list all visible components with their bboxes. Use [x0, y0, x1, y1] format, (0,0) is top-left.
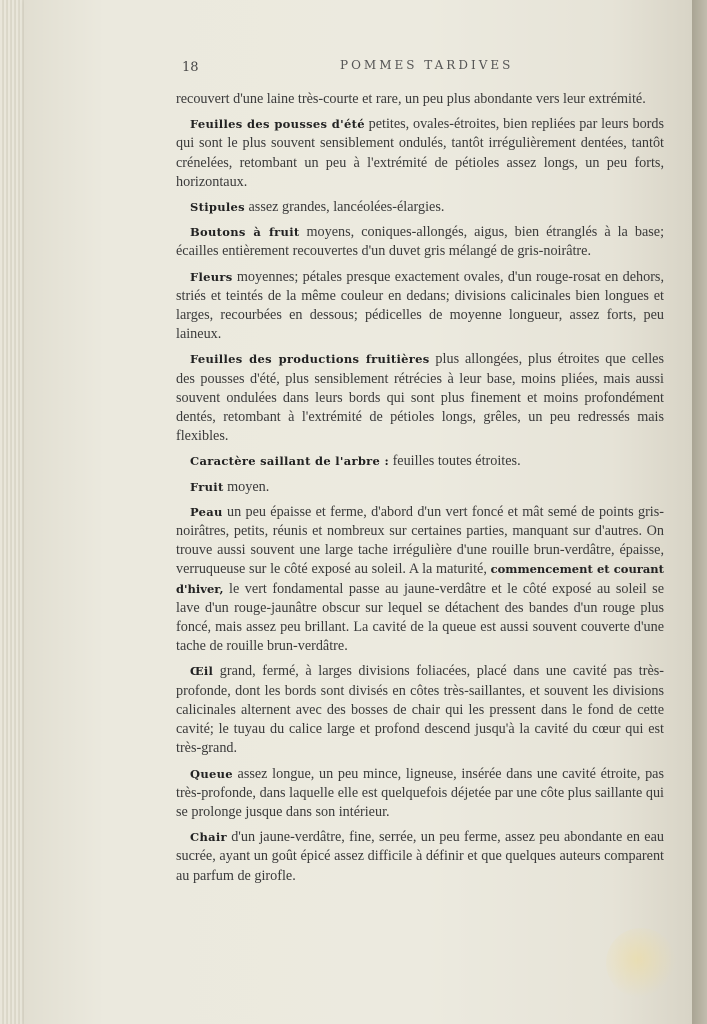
paragraph-term: Œil: [190, 664, 214, 679]
paragraph-text: recouvert d'une laine très-courte et rare, un peu plus abondante vers leur extrémité.: [176, 91, 646, 107]
paragraph-text: moyens, coniques-allongés, aigus, bien étranglés à la base; écailles entièrement recouvertes d'un duvet gris mélangé de gris-noirâtre.: [176, 224, 665, 260]
paragraph-queue: [176, 765, 664, 823]
paragraph-text: moyen.: [223, 478, 270, 495]
paragraph-feuilles-pousses: [176, 115, 664, 192]
page-number: 18: [182, 60, 199, 75]
running-head: POMMES TARDIVES: [340, 58, 514, 72]
page-header: [180, 56, 670, 76]
paragraph-term: Fleurs: [190, 269, 233, 284]
paragraph-fleurs: [176, 268, 664, 345]
paragraph-chair: [176, 828, 664, 886]
paragraph-text: feuilles toutes étroites.: [389, 453, 521, 470]
paragraph-stipules: [176, 198, 664, 217]
paragraph-term: Boutons à fruit: [190, 225, 300, 240]
paragraph-term: Queue: [190, 766, 233, 781]
paragraph-peau: [176, 503, 664, 657]
paragraph-inline-bold: commencement et courant d'hiver,: [176, 562, 664, 596]
paragraph-term: Chair: [190, 830, 227, 845]
paragraph-fruit: [176, 478, 664, 497]
paragraph-term: Feuilles des pousses d'été: [190, 117, 365, 132]
paragraph-feuilles-productions: [176, 350, 664, 446]
paragraph-boutons: [176, 223, 664, 261]
paragraph-text: grand, fermé, à larges divisions foliacées, placé dans une cavité pas très-profonde, dont les bords sont divisés en côtes très-saillantes, et souvent les divisions calicinales alternent avec des bosses de chair qui les pressent dans le fond de cette cavité; le tuyau du calice large et profond descend jusqu'à la cavité du cœur qui est très-grand.: [176, 663, 664, 757]
paragraph-text: assez grandes, lancéolées-élargies.: [244, 199, 445, 216]
paragraph-term: Peau: [190, 504, 223, 519]
body-text: [176, 90, 664, 892]
paragraph-term: Stipules: [190, 200, 245, 215]
paragraph-text: assez longue, un peu mince, ligneuse, insérée dans une cavité étroite, pas très-profonde, dans laquelle elle est quelquefois déjetée par une côte plus saillante qui se prolonge jusque dans son intérieur.: [176, 765, 664, 820]
paragraph-text-after: le vert fondamental passe au jaune-verdâtre et le côté exposé au soleil se lave d'un rouge-jaunâtre obscur sur lequel se détachent des bandes d'un rouge plus foncé, mais assez peu brillant. La cavité de la queue est aussi souvent couverte d'une tache de rouille brun-verdâtre.: [176, 580, 664, 655]
paragraph-text: d'un jaune-verdâtre, fine, serrée, un peu ferme, assez peu abondante en eau sucrée, ayant un goût épicé assez difficile à définir et que quelques auteurs comparent au parfum de girofle.: [176, 829, 664, 884]
paragraph-term: Caractère saillant de l'arbre :: [190, 454, 390, 469]
paragraph-oeil: [176, 662, 664, 758]
paragraph-continuation: [176, 90, 664, 109]
page-gutter: [692, 0, 707, 1024]
paragraph-caractere: [176, 452, 664, 471]
paragraph-text: un peu épaisse et ferme, d'abord d'un vert foncé et mât semé de points gris-noirâtres, petits, réunis et nombreux sur certaines parties, manquant sur d'autres. On trouve aussi souvent une large tache irrégulière d'une rouille brun-verdâtre, épaisse, verruqueuse sur le côté exposé au soleil. A la maturité,: [176, 503, 664, 578]
paragraph-text: petites, ovales-étroites, bien repliées par leurs bords qui sont le plus souvent sensiblement ondulés, tantôt irrégulièrement dentées, tantôt crénelées, retombant un peu à l'extrémité de pétioles assez longs, un peu forts, horizontaux.: [176, 116, 665, 190]
paragraph-term: Feuilles des productions fruitières: [190, 352, 430, 367]
paragraph-text: moyennes; pétales presque exactement ovales, d'un rouge-rosat en dehors, striés et teintés de la même couleur en dedans; divisions calicinales bien longues et larges, recourbées en dessous; pédicelles de moyenne longueur, assez forts, peu laineux.: [176, 268, 664, 343]
paragraph-text: plus allongées, plus étroites que celles des pousses d'été, plus sensiblement rétrécies à leur base, moins pliées, mais aussi souvent ondulées dans leurs bords qui sont plus finement et moins profondément dentés, retombant à l'extrémité de pétioles longs, grêles, un peu redressés mais flexibles.: [176, 351, 664, 445]
paragraph-term: Fruit: [190, 479, 224, 494]
paper-stain: [606, 928, 676, 998]
